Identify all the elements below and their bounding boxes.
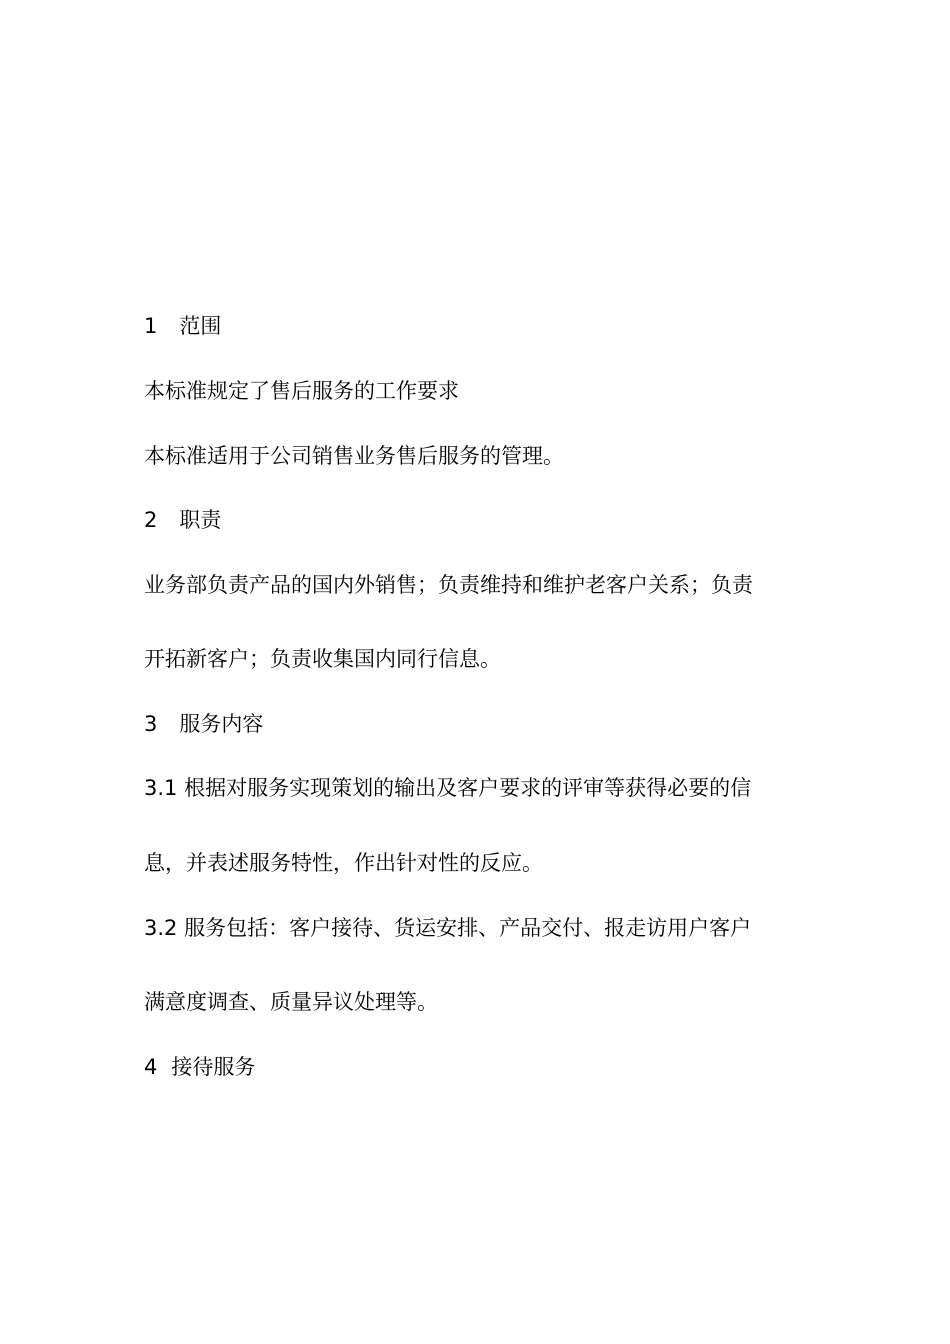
paragraph-3-1-line-1: 3.1 根据对服务实现策划的输出及客户要求的评审等获得必要的信: [144, 776, 752, 800]
section-number: 1: [144, 314, 158, 338]
section-title: 范围: [179, 314, 222, 338]
paragraph-responsibility-line-2: 开拓新客户；负责收集国内同行信息。: [144, 647, 501, 671]
paragraph-scope-rule: 本标准规定了售后服务的工作要求: [144, 379, 459, 403]
paragraph-scope-applicability: 本标准适用于公司销售业务售后服务的管理。: [144, 444, 564, 468]
section-heading-4: [144, 1053, 255, 1081]
section-title: 服务内容: [179, 712, 264, 736]
section-number: 2: [144, 508, 158, 532]
section-title: 职责: [179, 508, 222, 532]
paragraph-3-2-line-1: 3.2 服务包括：客户接待、货运安排、产品交付、报走访用户客户: [144, 916, 752, 940]
paragraph-3-1-line-2: 息，并表述服务特性，作出针对性的反应。: [144, 851, 543, 875]
section-heading-3: [144, 710, 263, 738]
paragraph-responsibility-line-1: 业务部负责产品的国内外销售；负责维持和维护老客户关系；负责: [144, 573, 753, 597]
section-number: 3: [144, 712, 158, 736]
section-number: 4: [144, 1055, 158, 1079]
section-title: 接待服务: [171, 1055, 256, 1079]
paragraph-3-2-line-2: 满意度调查、质量异议处理等。: [144, 990, 438, 1014]
section-heading-2: [144, 506, 221, 534]
section-heading-1: [144, 312, 221, 340]
